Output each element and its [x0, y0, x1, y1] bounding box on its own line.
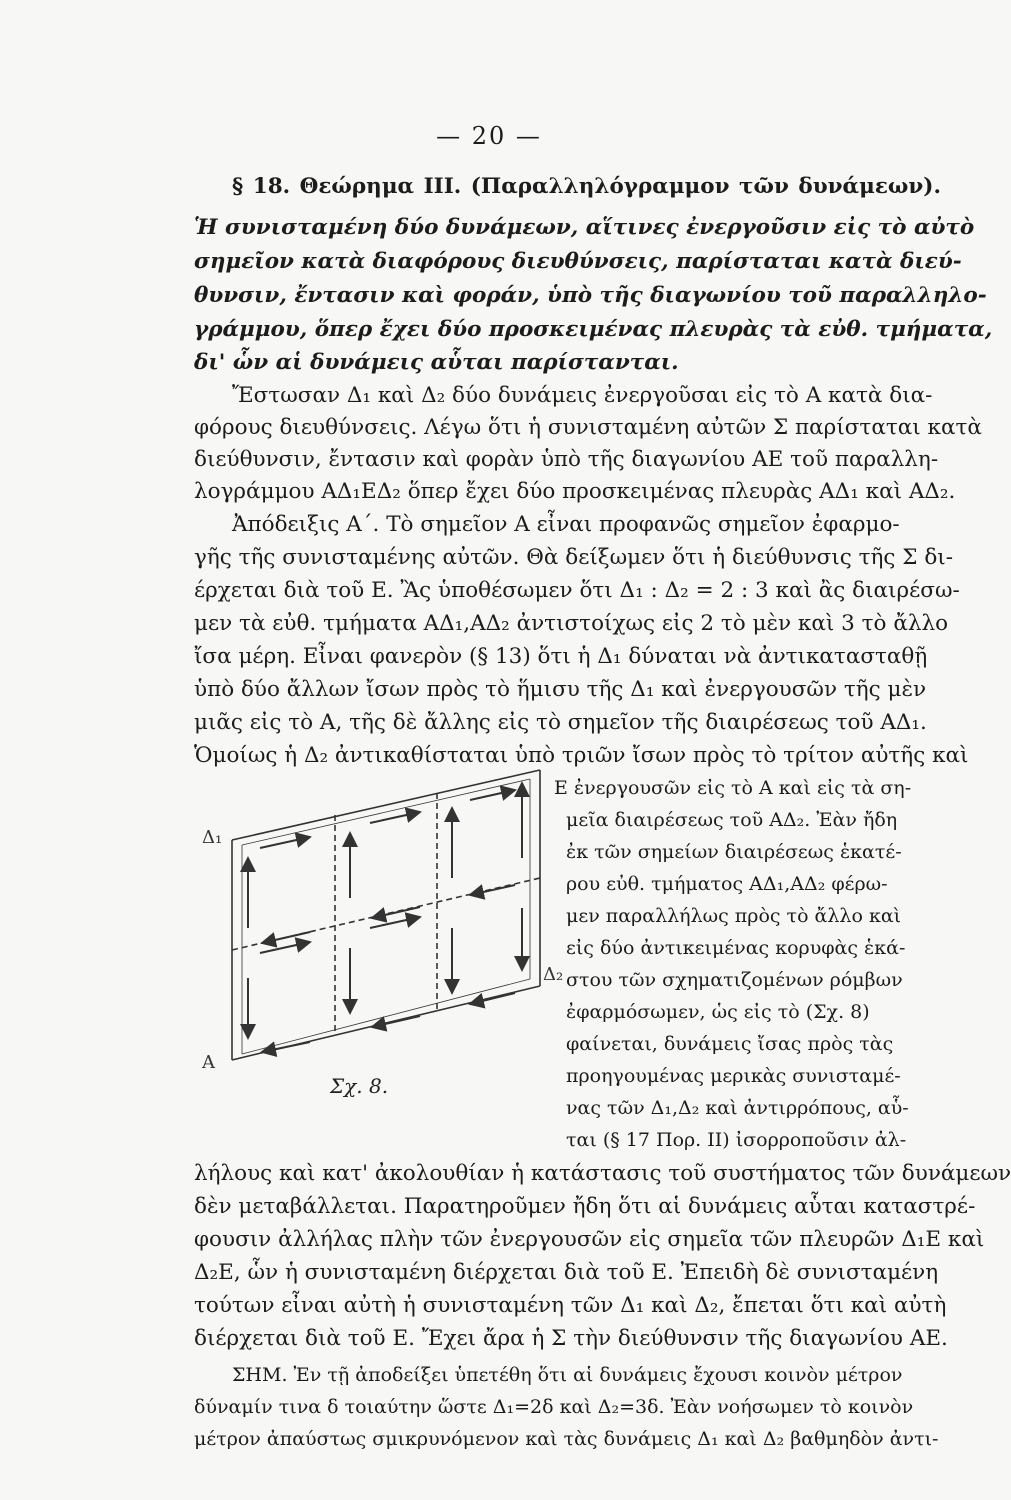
- body-text-line: γῆς τῆς συνισταμένης αὐτῶν. Θὰ δείξωμεν ὅτι ἡ διεύθυνσις τῆς Σ δι-: [194, 545, 953, 570]
- force-arrow: [372, 1016, 420, 1027]
- label-d1: Δ₁: [202, 827, 223, 848]
- body-text-line: φόρους διευθύνσεις. Λέγω ὅτι ἡ συνισταμένη αὐτῶν Σ παρίσταται κατὰ: [194, 415, 982, 440]
- label-d2: Δ₂: [543, 964, 564, 985]
- body-text-line: έρχεται διὰ τοῦ Ε. Ἂς ὑποθέσωμεν ὅτι Δ₁ : Δ₂ = 2 : 3 καὶ ἂς διαιρέσω-: [194, 578, 960, 603]
- body-text-line: δὲν μεταβάλλεται. Παρατηροῦμεν ἤδη ὅτι αἱ δυνάμεις αὗται καταστρέ-: [194, 1194, 976, 1219]
- side-d1-e: [232, 770, 540, 840]
- label-a: Α: [202, 1052, 215, 1073]
- side-text-line: εἰς δύο ἀντικειμένας κορυφὰς ἑκά-: [566, 937, 906, 959]
- body-text-line: μιᾶς εἰς τὸ Α, τῆς δὲ ἄλλης εἰς τὸ σημεῖον τῆς διαιρέσεως τοῦ ΑΔ₁.: [194, 710, 927, 735]
- body-text-line: διεύθυνσιν, ἔντασιν καὶ φορὰν ὑπὸ τῆς διαγωνίου ΑΕ τοῦ παραλλη-: [194, 447, 939, 472]
- note-text-line: δύναμίν τινα δ τοιαύτην ὥστε Δ₁=2δ καὶ Δ₂=3δ. Ἐὰν νοήσωμεν τὸ κοινὸν: [194, 1396, 914, 1418]
- side-text-line: μεν παραλλήλως πρὸς τὸ ἄλλο καὶ: [566, 905, 902, 927]
- body-text-line: μεν τὰ εὐθ. τμήματα ΑΔ₁,ΑΔ₂ ἀντιστοίχως εἰς 2 τὸ μὲν καὶ 3 τὸ ἄλλο: [194, 611, 949, 636]
- theorem-text-line: σημεῖον κατὰ διαφόρους διευθύνσεις, παρίσταται κατὰ διεύ-: [194, 249, 962, 274]
- body-text-line: Ἔστωσαν Δ₁ καὶ Δ₂ δύο δυνάμεις ἐνεργοῦσαι εἰς τὸ Α κατὰ δια-: [232, 383, 933, 408]
- body-text-line: τούτων εἶναι αὐτὴ ἡ συνισταμένη τῶν Δ₁ καὶ Δ₂, ἔπεται ὅτι καὶ αὐτὴ: [194, 1293, 947, 1318]
- body-text-line: λογράμμου ΑΔ₁ΕΔ₂ ὅπερ ἔχει δύο προσκειμένας πλευρὰς ΑΔ₁ καὶ ΑΔ₂.: [194, 479, 956, 504]
- side-text-line: στου τῶν σχηματιζομένων ρόμβων: [566, 969, 903, 991]
- section-heading: § 18. Θεώρημα III. (Παραλληλόγραμμον τῶν δυνάμεων).: [232, 174, 941, 199]
- body-text-line: ὑπὸ δύο ἄλλων ἴσων πρὸς τὸ ἥμισυ τῆς Δ₁ καὶ ἐνεργουσῶν τῆς μὲν: [194, 677, 927, 702]
- side-text-line: ἐκ τῶν σημείων διαιρέσεως ἑκατέ-: [566, 841, 902, 863]
- force-arrow: [372, 907, 420, 918]
- body-text-line: λήλους καὶ κατ' ἀκολουθίαν ἡ κατάστασις τοῦ συστήματος τῶν δυνάμεων: [194, 1161, 1011, 1186]
- force-arrow: [260, 837, 310, 848]
- force-arrow: [262, 932, 310, 943]
- side-text-line: μεῖα διαιρέσεως τοῦ ΑΔ₂. Ἐὰν ἤδη: [566, 809, 898, 831]
- side-text-line: Ε ἐνεργουσῶν εἰς τὸ Α καὶ εἰς τὰ ση-: [554, 777, 912, 799]
- side-text-line: ται (§ 17 Πορ. II) ἰσορροποῦσιν ἀλ-: [566, 1129, 907, 1151]
- force-arrow: [260, 942, 310, 953]
- parallelogram-diagram: [200, 748, 564, 1110]
- side-text-line: φαίνεται, δυνάμεις ἴσας πρὸς τὰς: [566, 1033, 894, 1055]
- figure-8: [200, 748, 564, 1110]
- side-text-line: ρου εὐθ. τμήματος ΑΔ₁,ΑΔ₂ φέρω-: [566, 873, 888, 895]
- body-text-line: Ὁμοίως ἡ Δ₂ ἀντικαθίσταται ὑπὸ τριῶν ἴσων πρὸς τὸ τρίτον αὐτῆς καὶ: [194, 743, 969, 768]
- note-text-line: μέτρον ἀπαύστως σμικρυνόμενον καὶ τὰς δυνάμεις Δ₁ καὶ Δ₂ βαθμηδὸν ἀντι-: [194, 1428, 939, 1450]
- force-arrow: [370, 917, 420, 928]
- note-text-line: ΣΗΜ. Ἐν τῇ ἀποδείξει ὑπετέθη ὅτι αἱ δυνάμεις ἔχουσι κοινὸν μέτρον: [232, 1364, 903, 1386]
- theorem-text-line: γράμμου, ὅπερ ἔχει δύο προσκειμένας πλευρὰς τὰ εὐθ. τμήματα,: [194, 317, 993, 342]
- body-text-line: Δ₂Ε, ὧν ἡ συνισταμένη διέρχεται διὰ τοῦ Ε. Ἐπειδὴ δὲ συνισταμένη: [194, 1260, 939, 1285]
- side-text-line: προηγουμένας μερικὰς συνισταμέ-: [566, 1065, 901, 1087]
- body-text-line: φουσιν ἀλλήλας πλὴν τῶν ἐνεργουσῶν εἰς σημεῖα τῶν πλευρῶν Δ₁Ε καὶ: [194, 1227, 985, 1252]
- body-text-line: διέρχεται διὰ τοῦ Ε. Ἔχει ἄρα ἡ Σ τὴν διεύθυνσιν τῆς διαγωνίου ΑΕ.: [194, 1326, 948, 1351]
- force-arrow: [470, 993, 515, 1004]
- proof-heading-line: Ἀπόδειξις Α΄. Τὸ σημεῖον Α εἶναι προφανῶς σημεῖον ἐφαρμο-: [232, 512, 900, 537]
- side-text-line: ἐφαρμόσωμεν, ὡς εἰς τὸ (Σχ. 8): [566, 1001, 870, 1023]
- force-arrow: [470, 885, 515, 895]
- side-text-line: νας τῶν Δ₁,Δ₂ καὶ ἀντιρρόπους, αὗ-: [566, 1097, 909, 1119]
- body-text-line: ἴσα μέρη. Εἶναι φανερὸν (§ 13) ὅτι ἡ Δ₁ δύναται νὰ ἀντικατασταθῇ: [194, 644, 928, 669]
- figure-caption: Σχ. 8.: [330, 1074, 389, 1098]
- page-number: — 20 —: [436, 122, 542, 150]
- theorem-text-line: θυνσιν, ἔντασιν καὶ φοράν, ὑπὸ τῆς διαγωνίου τοῦ παραλληλο-: [194, 283, 987, 308]
- theorem-text-line: δι' ὧν αἱ δυνάμεις αὗται παρίστανται.: [194, 350, 679, 375]
- theorem-text-line: Ἡ συνισταμένη δύο δυνάμεων, αἵτινες ἐνεργοῦσιν εἰς τὸ αὐτὸ: [194, 215, 975, 240]
